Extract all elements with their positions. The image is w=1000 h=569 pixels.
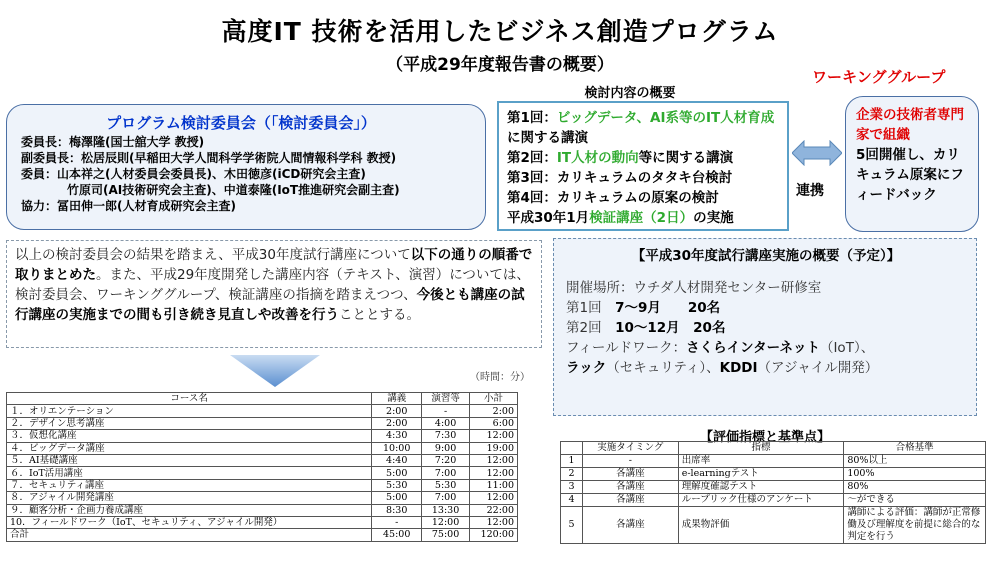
plan-round-2-label: 第2回 [566, 320, 602, 336]
course-time-cell: 6:00 [470, 417, 518, 429]
evaluation-cell: 成果物評価 [678, 507, 844, 544]
committee-title: プログラム検討委員会（「検討委員会」） [106, 114, 376, 132]
plan-fieldwork-cont [566, 358, 966, 378]
session-2 [507, 148, 779, 168]
column-header-criteria: 合格基準 [844, 442, 986, 455]
session-4: 第4回：カリキュラムの原案の検討 [507, 190, 719, 206]
table-row [561, 455, 986, 468]
evaluation-cell: 4 [561, 494, 583, 507]
column-header-course: コース名 [7, 393, 372, 405]
column-header-subtotal: 小計 [470, 393, 518, 405]
course-time-cell: 12:00 [470, 492, 518, 504]
evaluation-cell: 100% [844, 468, 986, 481]
summary-text-2: 。また、平成29年度開発した講座内容（テキスト、演習）については、検討委員会、ワーキンググループ、検証講座の指摘を踏まえつつ、 [15, 267, 530, 303]
course-time-cell: 2:00 [372, 417, 422, 429]
course-time-cell: 4:00 [422, 417, 470, 429]
session-2-label: 第2回： [507, 150, 557, 166]
course-time-cell: 7:20 [422, 454, 470, 466]
evaluation-cell: 1 [561, 455, 583, 468]
table-row [7, 529, 518, 541]
course-name-cell: ５．AI基礎講座 [7, 454, 372, 466]
summary-text-1: 以上の検討委員会の結果を踏まえ、平成30年度試行講座について [15, 247, 411, 263]
table-row [7, 467, 518, 479]
table-row [7, 479, 518, 491]
committee-members-cont: 竹原司(AI技術研究会主査)、中道泰隆(IoT推進研究会副主査) [67, 183, 400, 197]
course-time-cell: 7:00 [422, 467, 470, 479]
course-time-cell: 22:00 [470, 504, 518, 516]
table-row [7, 430, 518, 442]
summary-emphasis-1: 以下の通りの順番で取りまとめた [15, 247, 533, 283]
page-title: 高度IT 技術を活用したビジネス創造プログラム [221, 17, 779, 46]
fieldwork-topic-3: （アジャイル開発） [757, 360, 879, 376]
table-row [7, 405, 518, 417]
course-time-cell: 5:00 [372, 467, 422, 479]
page-subtitle: （平成29年度報告書の概要） [386, 55, 614, 75]
evaluation-cell: 各講座 [582, 481, 678, 494]
plan-round-1-value: 7～9月 20名 [615, 300, 721, 316]
table-row [7, 417, 518, 429]
plan-round-1-label: 第1回 [566, 300, 602, 316]
course-time-cell: - [372, 516, 422, 528]
column-header-lecture: 講義 [372, 393, 422, 405]
course-table [6, 392, 518, 542]
evaluation-cell: 3 [561, 481, 583, 494]
plan-venue: 開催場所：ウチダ人材開発センター研修室 [566, 280, 822, 296]
session-5 [507, 208, 779, 228]
session-1 [507, 108, 779, 148]
working-group-description: 5回開催し、カリキュラム原案にフィードバック [856, 147, 964, 203]
time-unit-note: （時間：分） [470, 372, 530, 383]
evaluation-cell: - [582, 455, 678, 468]
course-name-cell: ６．IoT活用講座 [7, 467, 372, 479]
review-summary-label: 検討内容の概要 [584, 86, 676, 101]
table-row [7, 504, 518, 516]
evaluation-cell: 理解度確認テスト [678, 481, 844, 494]
session-5-highlight: 検証講座（2日） [589, 210, 694, 226]
committee-cooperation: 協力：冨田伸一郎(人材育成研究会主査) [21, 199, 236, 213]
table-row [561, 494, 986, 507]
table-row [561, 468, 986, 481]
evaluation-cell: ループリック仕様のアンケート [678, 494, 844, 507]
session-5-suffix: の実施 [693, 210, 734, 226]
session-1-highlight: ビッグデータ、AI系等のIT人材育成 [556, 110, 775, 126]
course-name-cell: ４．ビッグデータ講座 [7, 442, 372, 454]
evaluation-cell: 80%以上 [844, 455, 986, 468]
session-3: 第3回：カリキュラムのタタキ台検討 [507, 170, 733, 186]
committee-box [6, 104, 486, 230]
course-name-cell: ２．デザイン思考講座 [7, 417, 372, 429]
committee-chair: 委員長：梅澤隆(国士舘大学 教授) [21, 135, 205, 149]
column-header-indicator: 指標 [678, 442, 844, 455]
evaluation-cell: 各講座 [582, 468, 678, 481]
course-time-cell: 45:00 [372, 529, 422, 541]
table-row [7, 442, 518, 454]
column-header-no [561, 442, 583, 455]
evaluation-table-header [561, 442, 986, 455]
table-row [7, 492, 518, 504]
evaluation-cell: e-learningテスト [678, 468, 844, 481]
session-1-label: 第1回： [507, 110, 557, 126]
plan-round-1 [566, 298, 966, 318]
summary-box [6, 240, 542, 348]
committee-vice-chair: 副委員長：松居辰則(早稲田大学人間科学学術院人間情報科学科 教授) [21, 151, 397, 165]
fieldwork-label: フィールドワーク： [566, 340, 687, 356]
course-name-cell: ９．顧客分析・企画力養成講座 [7, 504, 372, 516]
evaluation-cell: 各講座 [582, 494, 678, 507]
session-2-suffix: 等に関する講演 [638, 150, 734, 166]
course-time-cell: 5:30 [372, 479, 422, 491]
evaluation-cell: 80% [844, 481, 986, 494]
course-time-cell: 13:30 [422, 504, 470, 516]
course-time-cell: 120:00 [470, 529, 518, 541]
course-time-cell: 11:00 [470, 479, 518, 491]
fieldwork-company-1: さくらインターネット [686, 340, 820, 356]
fieldwork-company-3: KDDI [719, 360, 758, 376]
course-time-cell: 10:00 [372, 442, 422, 454]
course-time-cell: 5:30 [422, 479, 470, 491]
course-name-cell: 合計 [7, 529, 372, 541]
plan-round-2-value: 10～12月 20名 [615, 320, 726, 336]
plan-title: 【平成30年度試行講座実施の概要（予定）】 [631, 248, 901, 264]
working-group-organization: 企業の技術者専門家で組織 [856, 107, 964, 143]
evaluation-cell: 5 [561, 507, 583, 544]
evaluation-cell: 2 [561, 468, 583, 481]
course-time-cell: 75:00 [422, 529, 470, 541]
summary-emphasis-2: 今後とも講座の試行講座の実施までの間も引き続き見直しや改善を行う [15, 287, 525, 323]
course-name-cell: ７．セキュリティ講座 [7, 479, 372, 491]
session-5-label: 平成30年1月 [507, 210, 590, 226]
course-name-cell: ８．アジャイル開発講座 [7, 492, 372, 504]
working-group-heading: ワーキンググループ [812, 68, 946, 86]
plan-fieldwork [566, 338, 966, 358]
course-time-cell: 9:00 [422, 442, 470, 454]
course-time-cell: 8:30 [372, 504, 422, 516]
course-time-cell: 2:00 [372, 405, 422, 417]
fieldwork-company-2: ラック [566, 360, 607, 376]
evaluation-cell: ～ができる [844, 494, 986, 507]
course-time-cell: 5:00 [372, 492, 422, 504]
course-name-cell: 10．フィールドワーク（IoT、セキュリティ、アジャイル開発） [7, 516, 372, 528]
evaluation-title: 【評価指標と基準点】 [699, 430, 830, 445]
table-row [7, 516, 518, 528]
course-time-cell: 12:00 [470, 467, 518, 479]
down-arrow-icon [230, 355, 320, 387]
course-time-cell: 2:00 [470, 405, 518, 417]
evaluation-cell: 各講座 [582, 507, 678, 544]
course-table-header [7, 393, 518, 405]
double-arrow-icon [792, 140, 842, 166]
table-row [7, 454, 518, 466]
course-time-cell: 4:30 [372, 430, 422, 442]
evaluation-table [560, 441, 986, 544]
table-row [561, 507, 986, 544]
fieldwork-topic-1: （IoT）、 [819, 340, 875, 356]
table-row [561, 481, 986, 494]
course-name-cell: ３．仮想化講座 [7, 430, 372, 442]
trial-course-plan-box [553, 238, 977, 416]
review-sessions-box [497, 101, 789, 231]
course-name-cell: １．オリエンテーション [7, 405, 372, 417]
session-2-highlight: IT人材の動向 [556, 150, 639, 166]
evaluation-cell: 講師による評価：講師が正常修働及び理解度を前提に総合的な判定を行う [844, 507, 986, 544]
link-label: 連携 [796, 183, 824, 199]
column-header-exercise: 演習等 [422, 393, 470, 405]
session-1-suffix: に関する講演 [507, 130, 588, 146]
course-time-cell: 12:00 [470, 454, 518, 466]
column-header-timing: 実施タイミング [582, 442, 678, 455]
evaluation-cell: 出席率 [678, 455, 844, 468]
course-time-cell: 7:00 [422, 492, 470, 504]
course-time-cell: 4:40 [372, 454, 422, 466]
course-time-cell: 12:00 [470, 430, 518, 442]
plan-round-2 [566, 318, 966, 338]
course-time-cell: 12:00 [422, 516, 470, 528]
course-time-cell: 12:00 [470, 516, 518, 528]
working-group-box [845, 96, 979, 232]
course-time-cell: - [422, 405, 470, 417]
course-time-cell: 19:00 [470, 442, 518, 454]
summary-text-3: こととする。 [339, 307, 420, 323]
fieldwork-topic-2: （セキュリティ）、 [606, 360, 720, 376]
committee-members: 委員：山本祥之(人材委員会委員長)、木田徳彦(iCD研究会主査) [21, 167, 366, 181]
course-time-cell: 7:30 [422, 430, 470, 442]
